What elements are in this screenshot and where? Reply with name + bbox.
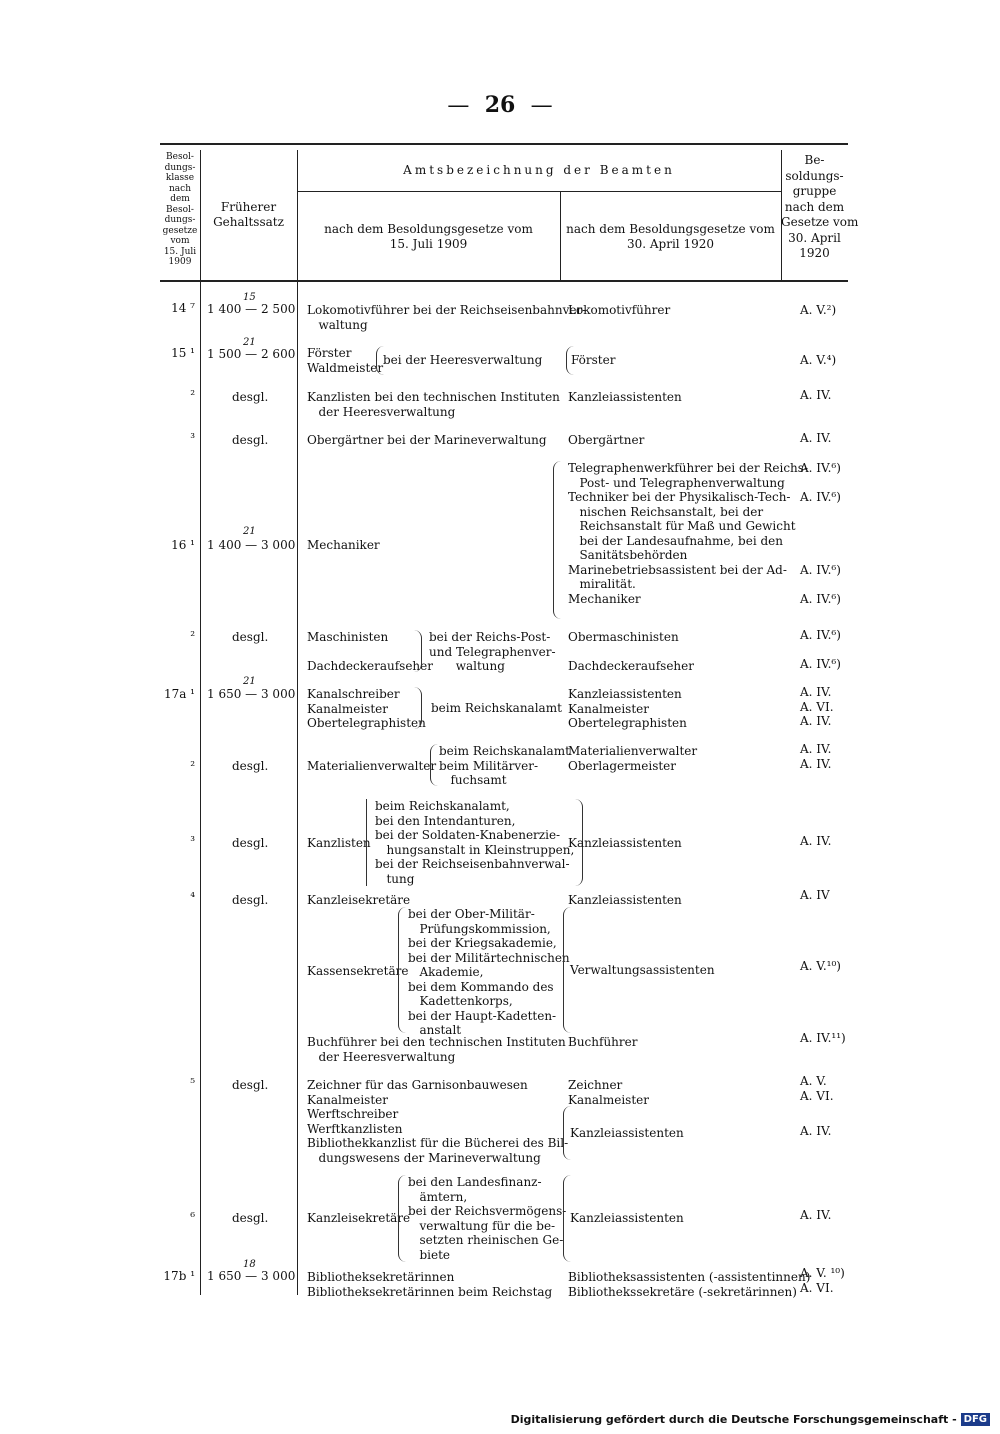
row-satz: desgl.	[232, 1211, 269, 1225]
row-alt-bezeichnung: Zeichner für das Garnisonbauwesen Kanalmeister Werftschreiber Werftkanzlisten Bibliothekkanzlist für die Bücherei des Bil- dungswesens der Marineverwaltung	[307, 1078, 569, 1165]
row-alt-bracket	[413, 630, 422, 672]
row-neu-bezeichnung: Verwaltungsassistenten	[563, 907, 715, 1033]
row-alt-gruppe: beim Reichskanalamt, bei den Intendanturen, bei der Soldaten-Knabenerzie- hungsanstalt in Kleinstruppen, bei der Reichseisenbahnverwal- tung	[366, 799, 583, 886]
row-satz: desgl.	[232, 836, 269, 850]
row-alt-bezeichnung: Lokomotivführer bei der Reichseisenbahnver- waltung	[307, 303, 587, 332]
header-amtsbezeichnung: Amtsbezeichnung der Beamten	[403, 163, 675, 177]
row-neu-bezeichnung: Förster	[566, 346, 615, 375]
row-satz: 1 650 — 3 000	[207, 1269, 296, 1283]
row-satz: 1 500 — 2 600	[207, 347, 296, 361]
row-alt-bezeichnung: Buchführer bei den technischen Instituten der Heeresverwaltung	[307, 1035, 566, 1064]
row-alt-bezeichnung: Kanzleisekretäre	[307, 893, 411, 907]
row-satz: desgl.	[232, 893, 269, 907]
row-neu-bezeichnung: Materialienverwalter Oberlagermeister	[568, 744, 698, 773]
row-klasse: ²	[190, 629, 195, 643]
row-gruppe: A. IV.	[800, 431, 832, 445]
row-neu-bezeichnung: Obergärtner	[568, 433, 645, 447]
row-satz-note: 18	[243, 1259, 256, 1270]
row-klasse: ³	[190, 431, 195, 445]
row-neu-bezeichnung-2: Kanzleiassistenten	[563, 1106, 684, 1160]
row-neu-bezeichnung: Obermaschinisten Dachdeckeraufseher	[568, 630, 694, 673]
row-gruppe: A. V. A. VI.	[800, 1074, 834, 1103]
row-alt-bezeichnung: Kanzlisten bei den technischen Instituten der Heeresverwaltung	[307, 390, 560, 419]
row-klasse: 15 ¹	[171, 346, 195, 360]
row-alt-gruppe: bei der Reichs-Post- und Telegraphenver- waltung	[429, 630, 556, 673]
row-alt-bezeichnung: Obergärtner bei der Marineverwaltung	[307, 433, 547, 447]
row-gruppe: A. IV. A. VI. A. IV.	[800, 685, 834, 728]
row-neu-bezeichnung: Kanzleiassistenten	[563, 1175, 684, 1262]
row-alt-gruppe: bei den Landesfinanz- ämtern, bei der Reichsvermögens- verwaltung für die be- setzten rheinischen Ge- biete	[398, 1175, 566, 1262]
row-gruppe: A. IV.⁶) A. IV.⁶)	[800, 628, 841, 671]
digitization-credit-text: Digitalisierung gefördert durch die Deutsche Forschungsgemeinschaft -	[510, 1413, 957, 1426]
row-alt-bezeichnung: Bibliotheksekretärinnen Bibliotheksekretärinnen beim Reichstag	[307, 1270, 553, 1299]
row-satz-note: 21	[243, 337, 256, 348]
row-gruppe: A. V.⁴)	[800, 353, 837, 367]
table-top-rule	[160, 143, 848, 145]
row-neu-bezeichnung: Bibliotheksassistenten (-assistentinnen) Bibliothekssekretäre (-sekretärinnen)	[568, 1270, 811, 1299]
header-sub-rule	[297, 191, 781, 192]
row-alt-gruppe: bei der Heeresverwaltung	[376, 346, 542, 375]
row-alt-bezeichnung: Kassensekretäre	[307, 964, 409, 978]
row-klasse: ⁵	[190, 1076, 195, 1090]
page-number-value: 26	[484, 92, 516, 118]
row-alt-bracket	[413, 687, 422, 729]
row-klasse: 17a ¹	[163, 687, 195, 701]
row-satz-note: 15	[243, 292, 256, 303]
row-satz: 1 400 — 2 500	[207, 302, 296, 316]
row-alt-gruppe: beim Reichskanalamt	[431, 701, 562, 715]
row-satz: desgl.	[232, 630, 269, 644]
row-gruppe: A. V.²)	[800, 303, 837, 317]
row-gruppe: A. IV.	[800, 1208, 832, 1222]
row-klasse: ²	[190, 759, 195, 773]
row-neu-bezeichnung: Zeichner Kanalmeister	[568, 1078, 649, 1107]
row-alt-gruppe: beim Reichskanalamt beim Militärver- fuchsamt	[430, 744, 570, 786]
row-gruppe: A. IV.⁶) A. IV.⁶) A. IV.⁶) A. IV.⁶)	[800, 461, 841, 606]
row-neu-bezeichnung: Kanzleiassistenten	[568, 836, 682, 850]
header-frueherer-gehaltssatz: Früherer Gehaltssatz	[213, 200, 284, 229]
row-gruppe: A. IV.	[800, 834, 832, 848]
row-gruppe-2: A. IV.	[800, 1124, 832, 1138]
column-divider-1	[200, 150, 201, 1295]
row-satz-note: 21	[243, 676, 256, 687]
row-gruppe: A. V.¹⁰)	[800, 959, 841, 973]
row-alt-bezeichnung: Maschinisten Dachdeckeraufseher	[307, 630, 433, 673]
page-number-dash-left: —	[447, 93, 470, 118]
page-number-dash-right: —	[530, 93, 553, 118]
header-besoldungsklasse: Besol- dungs- klasse nach dem Besol- dungs- gesetze vom 15. Juli 1909	[162, 152, 198, 267]
row-neu-bezeichnung: Buchführer	[568, 1035, 638, 1049]
row-alt-gruppe: bei der Ober-Militär- Prüfungskommission, bei der Kriegsakademie, bei der Militärtechnischen Akademie, bei dem Kommando des Kadettenkorps, bei der Haupt-Kadetten- anstalt	[398, 907, 570, 1033]
row-satz: 1 400 — 3 000	[207, 538, 296, 552]
header-besoldungsgruppe: Be- soldungs- gruppe nach dem Gesetze vom 30. April 1920	[781, 153, 859, 260]
row-neu-bezeichnung: Kanzleiassistenten Kanalmeister Obertelegraphisten	[568, 687, 687, 730]
row-alt-bezeichnung: Kanzleisekretäre	[307, 1211, 411, 1225]
row-gruppe: A. V. ¹⁰) A. VI.	[800, 1266, 845, 1295]
row-neu-bezeichnung: Kanzleiassistenten	[568, 893, 682, 907]
row-alt-bezeichnung: Kanzlisten	[307, 836, 371, 850]
digitization-credit	[511, 1413, 990, 1426]
row-gruppe: A. IV.¹¹)	[800, 1031, 846, 1045]
row-klasse: 17b ¹	[163, 1269, 195, 1283]
row-neu-bezeichnung: Lokomotivführer	[568, 303, 671, 317]
row-alt-bezeichnung: Förster Waldmeister	[307, 346, 384, 375]
row-neu-bezeichnung: Telegraphenwerkführer bei der Reichs- Post- und Telegraphenverwaltung Techniker bei der Physikalisch-Tech- nischen Reichsanstalt, bei der Reichsanstalt für Maß und Gewicht bei der Landesaufnahme, bei den Sanitätsbehörden Marinebetriebsassistent bei der Ad- miralität. Mechaniker	[553, 461, 808, 619]
row-satz: desgl.	[232, 390, 269, 404]
row-satz: desgl.	[232, 759, 269, 773]
row-gruppe: A. IV. A. IV.	[800, 742, 832, 771]
row-alt-bezeichnung: Kanalschreiber Kanalmeister Obertelegraphisten	[307, 687, 426, 730]
row-neu-bezeichnung: Kanzleiassistenten	[568, 390, 682, 404]
header-besoldungsgesetz-1909: nach dem Besoldungsgesetze vom 15. Juli 1909	[324, 222, 533, 251]
row-klasse: ²	[190, 388, 195, 402]
row-klasse: ⁴	[190, 890, 195, 904]
row-gruppe: A. IV	[800, 888, 830, 902]
row-klasse: ⁶	[190, 1210, 195, 1224]
table-header-rule	[160, 280, 848, 282]
row-gruppe: A. IV.	[800, 388, 832, 402]
row-alt-bezeichnung: Mechaniker	[307, 538, 380, 552]
page-number	[0, 92, 1000, 118]
dfg-logo: DFG	[961, 1413, 990, 1426]
row-klasse: ³	[190, 834, 195, 848]
header-besoldungsgesetz-1920: nach dem Besoldungsgesetze vom 30. April 1920	[566, 222, 775, 251]
row-alt-bezeichnung: Materialienverwalter	[307, 759, 437, 773]
row-satz: desgl.	[232, 1078, 269, 1092]
row-klasse: 16 ¹	[171, 538, 195, 552]
row-satz: desgl.	[232, 433, 269, 447]
row-klasse: 14 ⁷	[171, 301, 195, 315]
row-satz-note: 21	[243, 526, 256, 537]
row-satz: 1 650 — 3 000	[207, 687, 296, 701]
column-divider-2	[297, 150, 298, 1295]
